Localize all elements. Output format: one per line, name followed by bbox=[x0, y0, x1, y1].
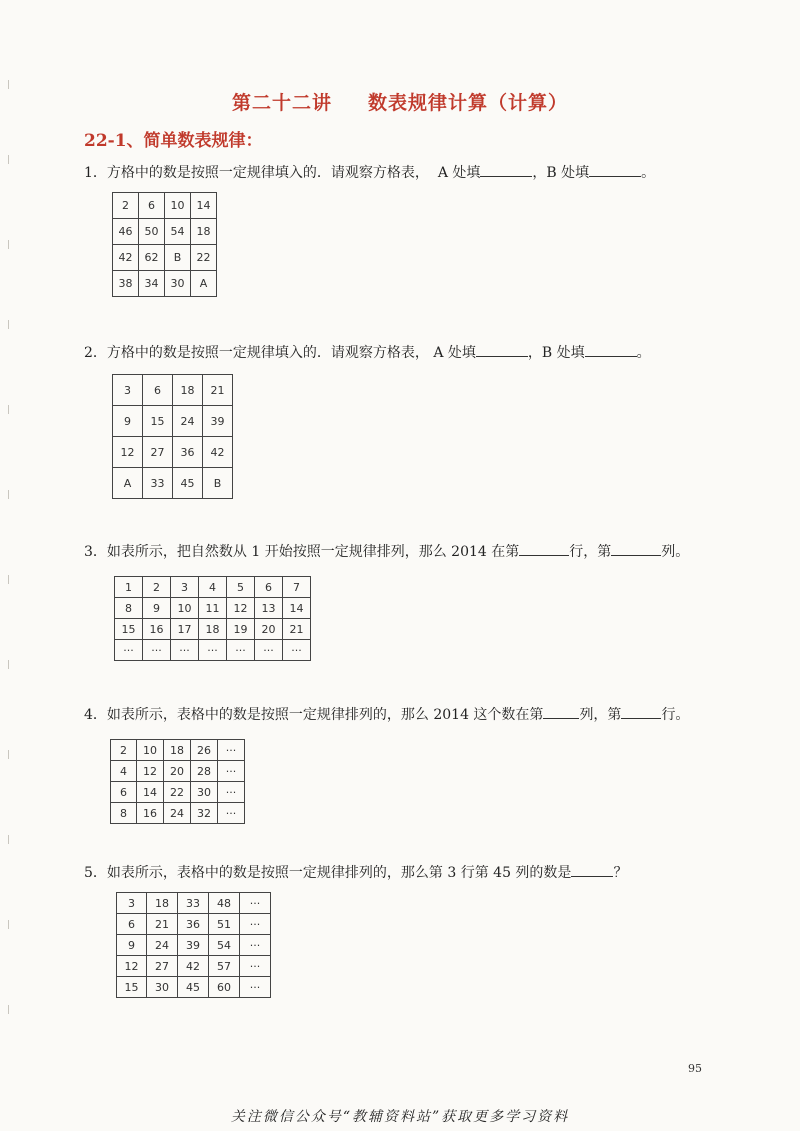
table-row bbox=[111, 761, 245, 782]
table-cell: 11 bbox=[199, 598, 227, 619]
table-cell: 7 bbox=[283, 577, 311, 598]
table-cell: 18 bbox=[199, 619, 227, 640]
table-cell: 8 bbox=[111, 803, 137, 824]
table-cell: 51 bbox=[209, 914, 240, 935]
table-row bbox=[117, 977, 271, 998]
answer-blank[interactable] bbox=[571, 862, 613, 877]
question-2-text: 2．方格中的数是按照一定规律填入的．请观察方格表， A 处填 ，B 处填 。 bbox=[84, 342, 651, 362]
table-cell: 3 bbox=[117, 893, 147, 914]
table-cell: 28 bbox=[191, 761, 218, 782]
table-cell: ··· bbox=[240, 977, 271, 998]
table-cell: 45 bbox=[173, 468, 203, 499]
table-cell: 12 bbox=[113, 437, 143, 468]
table-cell: 24 bbox=[164, 803, 191, 824]
table-cell: 14 bbox=[191, 193, 217, 219]
table-row bbox=[113, 375, 233, 406]
table-cell: 45 bbox=[178, 977, 209, 998]
answer-blank-column[interactable] bbox=[543, 704, 579, 719]
table-cell: 36 bbox=[178, 914, 209, 935]
table-cell: 3 bbox=[171, 577, 199, 598]
table-cell: 6 bbox=[143, 375, 173, 406]
binding-edge-marks bbox=[8, 60, 12, 1060]
table-cell: ··· bbox=[240, 956, 271, 977]
table-cell: ··· bbox=[240, 914, 271, 935]
table-cell: 6 bbox=[139, 193, 165, 219]
table-cell: 42 bbox=[113, 245, 139, 271]
footer-note: 关注微信公众号“教辅资料站”获取更多学习资料 bbox=[230, 1109, 570, 1125]
table-cell: 19 bbox=[227, 619, 255, 640]
table-cell: 20 bbox=[255, 619, 283, 640]
table-row bbox=[115, 577, 311, 598]
table-cell: 15 bbox=[117, 977, 147, 998]
table-cell: 15 bbox=[143, 406, 173, 437]
table-row bbox=[113, 193, 217, 219]
table-cell: B bbox=[165, 245, 191, 271]
question-4-table bbox=[110, 739, 245, 824]
table-cell: 18 bbox=[147, 893, 178, 914]
table-cell: 6 bbox=[117, 914, 147, 935]
table-cell: 33 bbox=[178, 893, 209, 914]
table-cell: ··· bbox=[171, 640, 199, 661]
table-cell: 5 bbox=[227, 577, 255, 598]
table-cell: 10 bbox=[171, 598, 199, 619]
question-1-text: 1．方格中的数是按照一定规律填入的．请观察方格表， A 处填 ，B 处填 。 bbox=[84, 162, 655, 182]
table-cell: 15 bbox=[115, 619, 143, 640]
table-cell: 27 bbox=[147, 956, 178, 977]
table-cell: ··· bbox=[283, 640, 311, 661]
table-cell: 42 bbox=[178, 956, 209, 977]
answer-blank-a[interactable] bbox=[476, 342, 528, 357]
table-row bbox=[117, 935, 271, 956]
table-cell: 32 bbox=[191, 803, 218, 824]
table-cell: 22 bbox=[191, 245, 217, 271]
table-cell: 9 bbox=[117, 935, 147, 956]
table-cell: 17 bbox=[171, 619, 199, 640]
table-cell: 42 bbox=[203, 437, 233, 468]
table-row bbox=[113, 437, 233, 468]
table-cell: 16 bbox=[137, 803, 164, 824]
table-cell: ··· bbox=[218, 782, 245, 803]
table-cell: ··· bbox=[115, 640, 143, 661]
section-heading: 22-1、简单数表规律： bbox=[84, 131, 263, 151]
table-cell: 24 bbox=[147, 935, 178, 956]
table-cell: 21 bbox=[147, 914, 178, 935]
table-row bbox=[113, 245, 217, 271]
table-cell: 4 bbox=[111, 761, 137, 782]
table-cell: A bbox=[191, 271, 217, 297]
table-cell: 57 bbox=[209, 956, 240, 977]
answer-blank-row[interactable] bbox=[519, 541, 569, 556]
table-row bbox=[115, 619, 311, 640]
table-cell: 27 bbox=[143, 437, 173, 468]
table-cell: 10 bbox=[165, 193, 191, 219]
table-cell: 13 bbox=[255, 598, 283, 619]
table-cell: 48 bbox=[209, 893, 240, 914]
table-cell: 54 bbox=[165, 219, 191, 245]
table-cell: ··· bbox=[143, 640, 171, 661]
answer-blank-column[interactable] bbox=[611, 541, 661, 556]
table-row bbox=[115, 598, 311, 619]
table-row bbox=[117, 956, 271, 977]
table-cell: 60 bbox=[209, 977, 240, 998]
question-3-table bbox=[114, 576, 311, 661]
question-4-text: 4．如表所示，表格中的数是按照一定规律排列的，那么 2014 这个数在第 列，第 行。 bbox=[84, 704, 689, 724]
table-row bbox=[117, 914, 271, 935]
table-row bbox=[113, 271, 217, 297]
table-cell: 30 bbox=[147, 977, 178, 998]
table-cell: 30 bbox=[165, 271, 191, 297]
table-cell: 18 bbox=[191, 219, 217, 245]
table-cell: ··· bbox=[255, 640, 283, 661]
table-cell: ··· bbox=[199, 640, 227, 661]
answer-blank-row[interactable] bbox=[621, 704, 661, 719]
page-number: 95 bbox=[688, 1062, 702, 1075]
question-5-text: 5．如表所示，表格中的数是按照一定规律排列的，那么第 3 行第 45 列的数是 ？ bbox=[84, 862, 627, 882]
table-cell: 18 bbox=[173, 375, 203, 406]
table-cell: 26 bbox=[191, 740, 218, 761]
table-row bbox=[113, 406, 233, 437]
table-cell: 6 bbox=[111, 782, 137, 803]
table-cell: B bbox=[203, 468, 233, 499]
table-cell: 30 bbox=[191, 782, 218, 803]
table-cell: ··· bbox=[218, 740, 245, 761]
table-cell: 8 bbox=[115, 598, 143, 619]
lecture-number: 第二十二讲 bbox=[231, 92, 332, 114]
table-cell: 34 bbox=[139, 271, 165, 297]
table-cell: ··· bbox=[218, 761, 245, 782]
table-cell: 12 bbox=[137, 761, 164, 782]
table-cell: 21 bbox=[283, 619, 311, 640]
table-row bbox=[111, 803, 245, 824]
table-cell: 54 bbox=[209, 935, 240, 956]
table-cell: 39 bbox=[178, 935, 209, 956]
table-cell: 21 bbox=[203, 375, 233, 406]
table-cell: 18 bbox=[164, 740, 191, 761]
lecture-title bbox=[0, 88, 800, 115]
table-cell: 2 bbox=[111, 740, 137, 761]
table-cell: ··· bbox=[240, 893, 271, 914]
table-cell: 9 bbox=[143, 598, 171, 619]
table-row bbox=[111, 740, 245, 761]
table-cell: 16 bbox=[143, 619, 171, 640]
table-cell: 36 bbox=[173, 437, 203, 468]
table-cell: 14 bbox=[283, 598, 311, 619]
table-row bbox=[113, 468, 233, 499]
table-cell: 2 bbox=[113, 193, 139, 219]
question-2-table bbox=[112, 374, 233, 499]
table-cell: A bbox=[113, 468, 143, 499]
question-3-text: 3．如表所示，把自然数从 1 开始按照一定规律排列，那么 2014 在第 行，第 列。 bbox=[84, 541, 689, 561]
table-cell: 39 bbox=[203, 406, 233, 437]
table-cell: ··· bbox=[218, 803, 245, 824]
table-cell: 2 bbox=[143, 577, 171, 598]
table-cell: ··· bbox=[227, 640, 255, 661]
table-cell: 50 bbox=[139, 219, 165, 245]
table-cell: 22 bbox=[164, 782, 191, 803]
table-row bbox=[117, 893, 271, 914]
table-cell: 62 bbox=[139, 245, 165, 271]
table-cell: 4 bbox=[199, 577, 227, 598]
table-cell: 3 bbox=[113, 375, 143, 406]
table-cell: 1 bbox=[115, 577, 143, 598]
table-row bbox=[111, 782, 245, 803]
table-cell: 38 bbox=[113, 271, 139, 297]
lecture-topic: 数表规律计算（计算） bbox=[368, 92, 569, 114]
question-1-table bbox=[112, 192, 217, 297]
table-cell: 12 bbox=[117, 956, 147, 977]
table-cell: 6 bbox=[255, 577, 283, 598]
answer-blank-b[interactable] bbox=[585, 342, 637, 357]
table-cell: 46 bbox=[113, 219, 139, 245]
table-cell: 14 bbox=[137, 782, 164, 803]
table-row bbox=[115, 640, 311, 661]
table-cell: ··· bbox=[240, 935, 271, 956]
table-cell: 24 bbox=[173, 406, 203, 437]
answer-blank-b[interactable] bbox=[589, 162, 641, 177]
table-cell: 20 bbox=[164, 761, 191, 782]
table-cell: 9 bbox=[113, 406, 143, 437]
table-cell: 33 bbox=[143, 468, 173, 499]
question-5-table bbox=[116, 892, 271, 998]
table-cell: 10 bbox=[137, 740, 164, 761]
table-cell: 12 bbox=[227, 598, 255, 619]
table-row bbox=[113, 219, 217, 245]
answer-blank-a[interactable] bbox=[480, 162, 532, 177]
